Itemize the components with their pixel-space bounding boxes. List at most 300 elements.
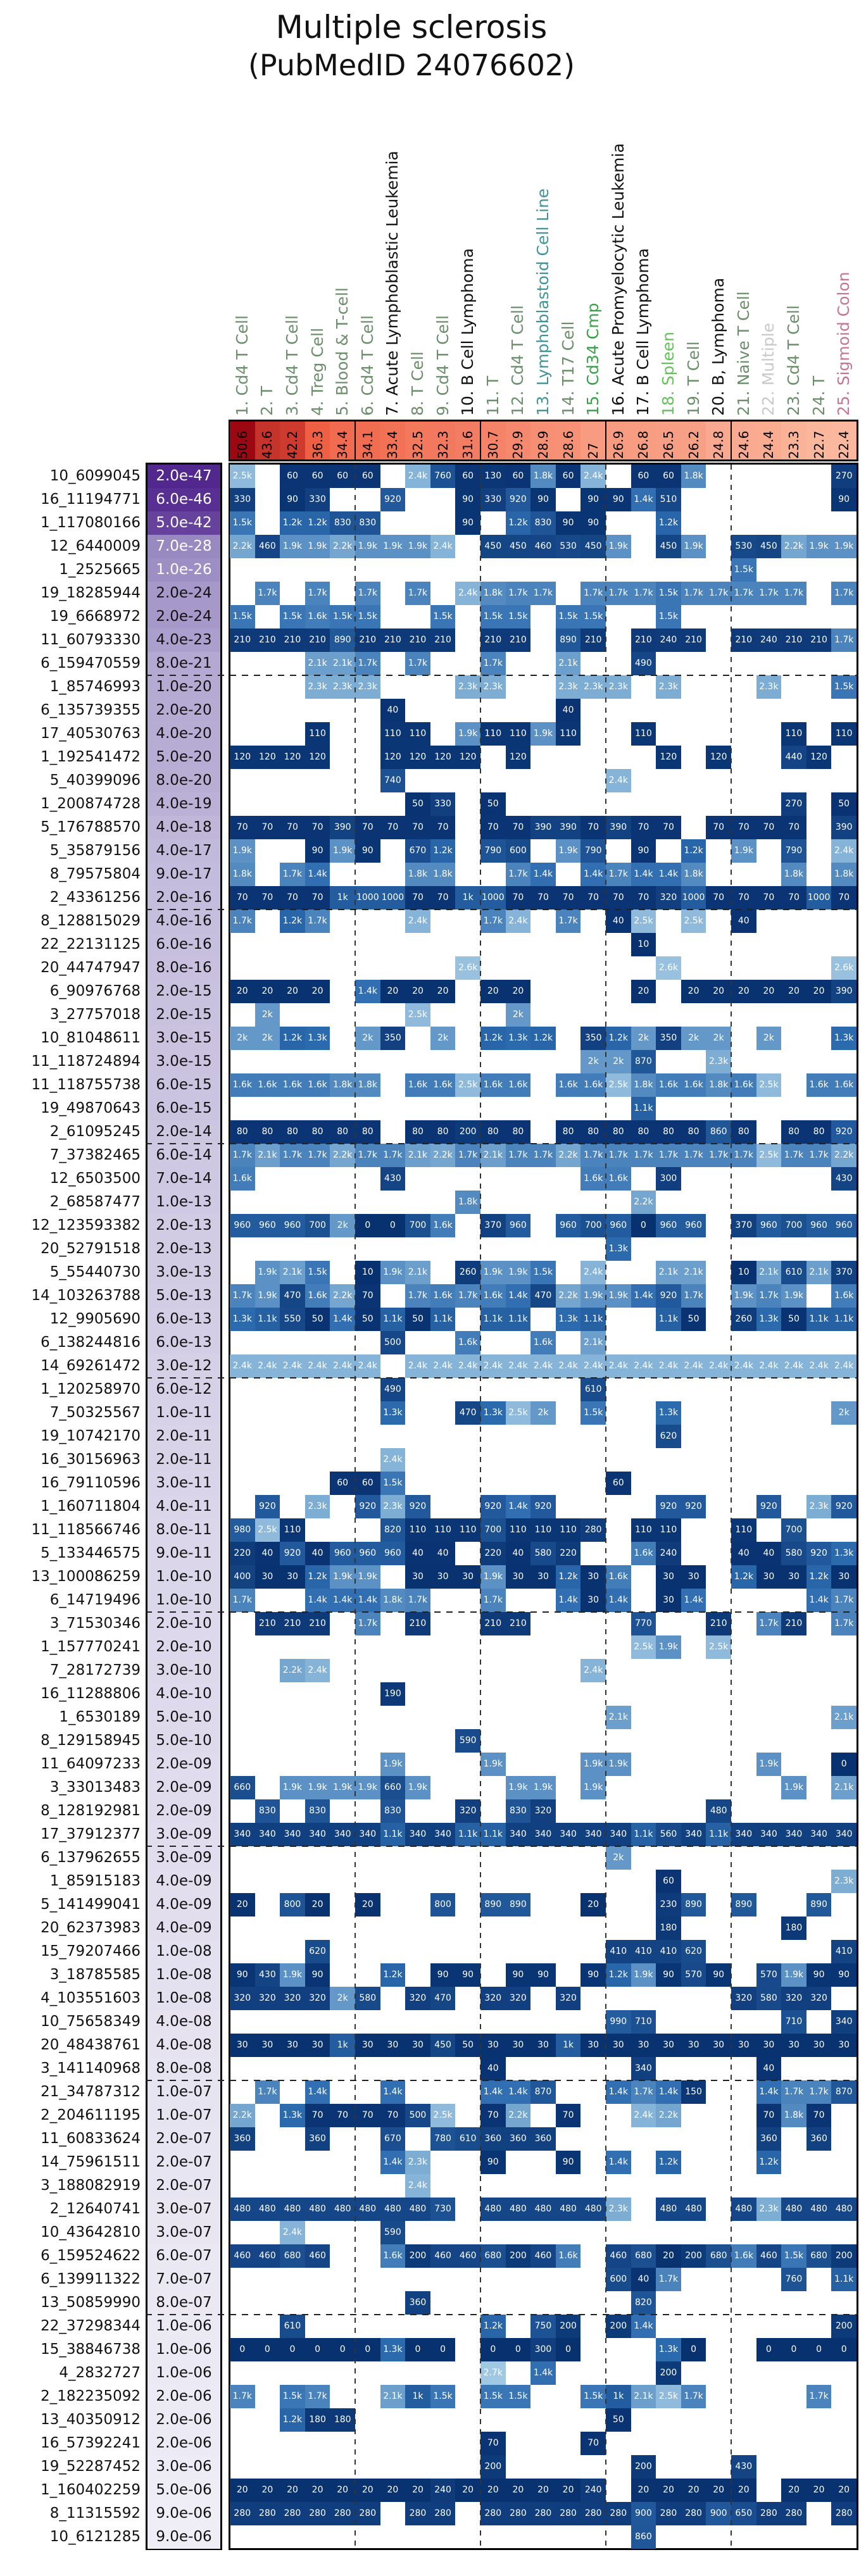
heatmap-cell: 30	[280, 1565, 305, 1589]
heatmap-cell: 1.9k	[506, 1261, 531, 1284]
heatmap-cell: 1.7k	[480, 652, 506, 675]
heatmap-cell: 1.4k	[681, 1589, 706, 1612]
p-value-cell: 4.0e-09	[147, 1893, 220, 1916]
heatmap-cell: 2.3k	[305, 1495, 330, 1518]
heatmap-cell: 580	[756, 1987, 782, 2010]
p-value-cell: 2.0e-20	[147, 699, 220, 722]
heatmap-cell: 2k	[580, 1050, 606, 1073]
heatmap-cell: 460	[530, 2244, 556, 2268]
row-decile-dashed-line	[146, 675, 858, 676]
heatmap-cell: 460	[305, 2244, 330, 2268]
heatmap-cell: 210	[480, 1612, 506, 1635]
heatmap-cell: 1.4k	[606, 1589, 631, 1612]
heatmap-cell: 1.9k	[405, 1776, 430, 1799]
p-value-cell: 4.0e-09	[147, 1870, 220, 1893]
heatmap-cell: 320	[806, 1987, 832, 2010]
heatmap-cell: 30	[781, 2034, 806, 2057]
heatmap-cell: 2.4k	[430, 535, 456, 558]
heatmap-cell: 1.7k	[781, 1144, 806, 1167]
heatmap-cell: 110	[631, 722, 656, 746]
heatmap-cell: 1.6k	[631, 1542, 656, 1565]
heatmap-cell: 1.5k	[230, 511, 255, 535]
heatmap-cell: 1.3k	[480, 1401, 506, 1425]
heatmap-cell: 360	[506, 2127, 531, 2151]
heatmap-cell: 1k	[556, 2034, 581, 2057]
heatmap-cell: 2.4k	[430, 1354, 456, 1378]
heatmap-cell: 90	[530, 1963, 556, 1987]
heatmap-cell: 2.5k	[756, 1144, 782, 1167]
heatmap-cell: 70	[580, 886, 606, 910]
heatmap-cell: 390	[831, 816, 857, 839]
heatmap-cell: 1.9k	[480, 1261, 506, 1284]
heatmap-cell: 1.6k	[806, 1073, 832, 1097]
heatmap-cell: 1.5k	[731, 558, 756, 582]
heatmap-cell: 260	[455, 1261, 480, 1284]
p-value-cell: 7.0e-28	[147, 535, 220, 558]
heatmap-cell: 40	[480, 2057, 506, 2080]
heatmap-cell: 570	[681, 1963, 706, 1987]
heatmap-cell: 1.4k	[480, 2080, 506, 2104]
heatmap-cell: 90	[430, 1963, 456, 1987]
heatmap-cell: 1.4k	[606, 2151, 631, 2174]
heatmap-cell: 2.4k	[330, 1354, 355, 1378]
heatmap-cell: 1.9k	[806, 535, 832, 558]
heatmap-cell: 1.2k	[280, 1027, 305, 1050]
heatmap-cell: 210	[305, 628, 330, 652]
heatmap-cell: 1.7k	[230, 1144, 255, 1167]
heatmap-cell: 20	[631, 980, 656, 1003]
heatmap-cell: 210	[355, 628, 380, 652]
p-value-cell: 6.0e-16	[147, 933, 220, 956]
p-value-cell: 3.0e-09	[147, 1846, 220, 1870]
heatmap-cell: 1.7k	[405, 1284, 430, 1308]
heatmap-cell: 1.6k	[556, 2244, 581, 2268]
heatmap-cell: 1.4k	[656, 863, 681, 886]
row-label: 12_6440009	[49, 538, 141, 554]
heatmap-cell: 10	[631, 933, 656, 956]
heatmap-cell: 1.3k	[756, 1308, 782, 1331]
heatmap-cell: 20	[330, 2479, 355, 2502]
heatmap-cell: 920	[355, 1495, 380, 1518]
heatmap-cell: 80	[506, 1120, 531, 1144]
p-value-cell: 4.0e-18	[147, 816, 220, 839]
heatmap-cell: 20	[681, 980, 706, 1003]
heatmap-cell: 1.4k	[506, 1284, 531, 1308]
heatmap-cell: 2.4k	[606, 769, 631, 792]
heatmap-cell: 60	[455, 465, 480, 488]
heatmap-cell: 460	[230, 2244, 255, 2268]
column-score-value: 32.3	[435, 430, 451, 459]
heatmap-cell: 2.1k	[631, 2385, 656, 2408]
p-value-cell: 2.0e-13	[147, 1237, 220, 1261]
heatmap-cell: 70	[831, 886, 857, 910]
row-label: 3_71530346	[49, 1615, 141, 1632]
heatmap-cell: 2.6k	[656, 956, 681, 980]
heatmap-cell: 280	[781, 2502, 806, 2525]
heatmap-cell: 210	[230, 628, 255, 652]
heatmap-cell: 0	[355, 1214, 380, 1237]
heatmap-cell: 1.9k	[255, 1284, 280, 1308]
heatmap-cell: 460	[530, 535, 556, 558]
heatmap-cell: 1.9k	[405, 535, 430, 558]
heatmap-cell: 330	[480, 488, 506, 511]
row-label: 8_79575804	[49, 866, 141, 882]
heatmap-cell: 2.4k	[756, 1354, 782, 1378]
row-label: 17_40530763	[41, 725, 141, 742]
heatmap-cell: 30	[380, 2034, 406, 2057]
p-value-cell: 3.0e-15	[147, 1050, 220, 1073]
heatmap-cell: 280	[405, 2502, 430, 2525]
heatmap-cell: 200	[631, 2455, 656, 2479]
heatmap-cell: 30	[580, 1589, 606, 1612]
heatmap-cell: 2.4k	[656, 1354, 681, 1378]
heatmap-cell: 120	[656, 746, 681, 769]
heatmap-cell: 2.2k	[506, 2104, 531, 2127]
heatmap-cell: 650	[731, 2502, 756, 2525]
heatmap-cell: 20	[480, 2479, 506, 2502]
heatmap-cell: 340	[530, 1823, 556, 1846]
heatmap-cell: 1.7k	[305, 1144, 330, 1167]
heatmap-cell: 110	[405, 1518, 430, 1542]
heatmap-cell: 110	[656, 1518, 681, 1542]
heatmap-cell: 20	[380, 980, 406, 1003]
heatmap-cell: 20	[355, 2479, 380, 2502]
heatmap-cell: 960	[255, 1214, 280, 1237]
heatmap-cell: 110	[831, 722, 857, 746]
heatmap-cell: 480	[380, 2198, 406, 2221]
heatmap-cell: 1.6k	[230, 1073, 255, 1097]
heatmap-cell: 80	[731, 1120, 756, 1144]
heatmap-cell: 2k	[606, 1050, 631, 1073]
row-label: 19_6668972	[49, 608, 141, 625]
p-value-cell: 4.0e-20	[147, 722, 220, 746]
heatmap-cell: 70	[530, 886, 556, 910]
heatmap-cell: 60	[506, 465, 531, 488]
heatmap-cell: 1.8k	[430, 863, 456, 886]
heatmap-cell: 1.6k	[230, 1167, 255, 1191]
heatmap-cell: 1.9k	[781, 1963, 806, 1987]
heatmap-cell: 280	[305, 2502, 330, 2525]
heatmap-cell: 120	[506, 746, 531, 769]
column-header: 21. Naive T Cell	[734, 291, 753, 416]
heatmap-cell: 2.4k	[405, 465, 430, 488]
p-value-cell: 1.0e-08	[147, 1940, 220, 1963]
p-value-cell: 1.0e-06	[147, 2361, 220, 2385]
heatmap-cell: 1.2k	[480, 2315, 506, 2338]
heatmap-cell: 890	[681, 1893, 706, 1916]
p-value-cell: 3.0e-13	[147, 1261, 220, 1284]
row-label: 5_141499041	[41, 1896, 141, 1913]
heatmap-cell: 20	[506, 980, 531, 1003]
heatmap-cell: 70	[580, 816, 606, 839]
heatmap-cell: 20	[455, 2479, 480, 2502]
heatmap-cell: 40	[405, 1542, 430, 1565]
heatmap-cell: 210	[480, 628, 506, 652]
heatmap-cell: 60	[631, 465, 656, 488]
heatmap-cell: 90	[530, 488, 556, 511]
row-label: 14_69261472	[41, 1358, 141, 1374]
heatmap-cell: 1.5k	[506, 605, 531, 628]
heatmap-cell: 120	[255, 746, 280, 769]
heatmap-cell: 340	[631, 2057, 656, 2080]
heatmap-cell: 610	[781, 1261, 806, 1284]
p-value-cell: 4.0e-08	[147, 2034, 220, 2057]
row-label: 3_188082919	[41, 2177, 141, 2194]
heatmap-cell: 710	[781, 2010, 806, 2034]
heatmap-cell: 220	[480, 1542, 506, 1565]
column-header: 10. B Cell Lymphoma	[458, 248, 477, 416]
heatmap-cell: 20	[230, 980, 255, 1003]
heatmap-cell: 1.6k	[831, 1073, 857, 1097]
heatmap-cell: 70	[405, 816, 430, 839]
heatmap-cell: 110	[781, 722, 806, 746]
row-label: 1_6530189	[59, 1709, 141, 1725]
column-score-value: 23.3	[786, 430, 801, 459]
heatmap-cell: 1.6k	[430, 1073, 456, 1097]
heatmap-cell: 920	[405, 1495, 430, 1518]
heatmap-cell: 20	[781, 2479, 806, 2502]
heatmap-cell: 90	[556, 511, 581, 535]
heatmap-cell: 2.1k	[606, 1706, 631, 1729]
heatmap-cell: 800	[280, 1893, 305, 1916]
heatmap-cell: 480	[556, 2198, 581, 2221]
heatmap-cell: 2.5k	[756, 1073, 782, 1097]
row-label: 12_123593382	[31, 1217, 141, 1234]
heatmap-cell: 50	[355, 1308, 380, 1331]
heatmap-cell: 830	[330, 511, 355, 535]
heatmap-cell: 1.2k	[305, 1565, 330, 1589]
heatmap-cell: 30	[731, 2034, 756, 2057]
column-header: 22. Multiple	[759, 322, 778, 416]
heatmap-cell: 80	[255, 1120, 280, 1144]
heatmap-cell: 1.6k	[506, 1073, 531, 1097]
page-title: Multiple sclerosis	[275, 9, 548, 46]
heatmap-cell: 70	[405, 886, 430, 910]
heatmap-cell: 1.7k	[355, 1144, 380, 1167]
heatmap-cell: 30	[455, 1565, 480, 1589]
p-value-cell: 1.0e-20	[147, 675, 220, 699]
heatmap-cell: 2.4k	[606, 1354, 631, 1378]
heatmap-cell: 70	[355, 2104, 380, 2127]
heatmap-cell: 2.4k	[355, 1354, 380, 1378]
row-label: 1_192541472	[41, 749, 141, 765]
heatmap-cell: 2.4k	[681, 1354, 706, 1378]
heatmap-cell: 200	[405, 2244, 430, 2268]
heatmap-cell: 760	[430, 465, 456, 488]
heatmap-cell: 340	[681, 1823, 706, 1846]
heatmap-cell: 1.7k	[230, 910, 255, 933]
heatmap-cell: 1.4k	[305, 2080, 330, 2104]
heatmap-cell: 80	[330, 1120, 355, 1144]
p-value-cell: 6.0e-12	[147, 1378, 220, 1401]
heatmap-cell: 1.8k	[781, 2104, 806, 2127]
heatmap-cell: 70	[305, 886, 330, 910]
heatmap-cell: 20	[556, 2479, 581, 2502]
heatmap-cell: 280	[656, 2502, 681, 2525]
heatmap-cell: 180	[305, 2408, 330, 2432]
heatmap-cell: 1.9k	[280, 535, 305, 558]
heatmap-cell: 1.9k	[781, 1776, 806, 1799]
heatmap-cell: 1.2k	[606, 1963, 631, 1987]
heatmap-cell: 1.5k	[355, 605, 380, 628]
heatmap-cell: 0	[806, 2338, 832, 2361]
heatmap-cell: 1.6k	[305, 605, 330, 628]
heatmap-cell: 50	[606, 2408, 631, 2432]
heatmap-cell: 110	[731, 1518, 756, 1542]
heatmap-cell: 70	[305, 2104, 330, 2127]
row-label: 5_55440730	[49, 1264, 141, 1280]
row-label: 10_6099045	[49, 468, 141, 484]
row-label: 5_35879156	[49, 842, 141, 859]
p-value-cell: 2.0e-24	[147, 582, 220, 605]
p-value-cell: 6.0e-07	[147, 2244, 220, 2268]
heatmap-cell: 390	[831, 980, 857, 1003]
heatmap-cell: 340	[430, 1823, 456, 1846]
heatmap-cell: 1.7k	[781, 582, 806, 605]
row-decile-dashed-line	[146, 909, 858, 910]
heatmap-cell: 1.2k	[305, 511, 330, 535]
heatmap-cell: 450	[480, 535, 506, 558]
heatmap-cell: 430	[255, 1963, 280, 1987]
heatmap-cell: 30	[806, 2034, 832, 2057]
heatmap-cell: 1.2k	[681, 839, 706, 863]
heatmap-cell: 2.4k	[631, 1354, 656, 1378]
heatmap-cell: 340	[781, 1823, 806, 1846]
row-label: 3_141140968	[41, 2060, 141, 2077]
heatmap-cell: 30	[506, 2034, 531, 2057]
heatmap-cell: 2.4k	[305, 1659, 330, 1682]
heatmap-cell: 430	[831, 1167, 857, 1191]
heatmap-cell: 70	[480, 2104, 506, 2127]
heatmap-cell: 1.9k	[330, 1565, 355, 1589]
heatmap-cell: 1.7k	[831, 1612, 857, 1635]
heatmap-cell: 1.4k	[380, 2080, 406, 2104]
column-header: 14. T17 Cell	[558, 321, 577, 416]
row-label: 11_118755738	[31, 1077, 141, 1093]
heatmap-cell: 70	[631, 816, 656, 839]
p-value-cell: 1.0e-06	[147, 2315, 220, 2338]
heatmap-cell: 1.9k	[831, 535, 857, 558]
heatmap-cell: 20	[430, 980, 456, 1003]
heatmap-cell: 1.7k	[831, 582, 857, 605]
heatmap-cell: 70	[330, 2104, 355, 2127]
row-label: 8_129158945	[41, 1732, 141, 1749]
heatmap-cell: 1.3k	[606, 1237, 631, 1261]
column-score-value: 34.4	[335, 430, 351, 459]
heatmap-cell: 110	[506, 722, 531, 746]
heatmap-cell: 1.6k	[455, 1331, 480, 1354]
heatmap-cell: 1.7k	[606, 863, 631, 886]
heatmap-cell: 30	[831, 2034, 857, 2057]
heatmap-cell: 30	[656, 1589, 681, 1612]
heatmap-cell: 1.8k	[480, 582, 506, 605]
heatmap-cell: 1.4k	[556, 1589, 581, 1612]
heatmap-cell: 1.6k	[405, 1073, 430, 1097]
heatmap-cell: 1.9k	[580, 1284, 606, 1308]
heatmap-cell: 2.4k	[506, 1354, 531, 1378]
column-score-value: 34.1	[360, 430, 375, 459]
row-label: 3_18785585	[49, 1966, 141, 1983]
heatmap-cell: 2.2k	[230, 2104, 255, 2127]
heatmap-cell: 1.4k	[631, 2315, 656, 2338]
heatmap-cell: 80	[606, 1120, 631, 1144]
heatmap-cell: 20	[506, 2479, 531, 2502]
heatmap-cell: 2.3k	[480, 675, 506, 699]
heatmap-cell: 1.4k	[305, 1589, 330, 1612]
column-score-value: 42.2	[285, 430, 300, 459]
heatmap-cell: 210	[806, 628, 832, 652]
heatmap-cell: 20	[280, 980, 305, 1003]
heatmap-cell: 2k	[530, 1401, 556, 1425]
row-label: 7_37382465	[49, 1147, 141, 1163]
heatmap-cell: 2.5k	[405, 1003, 430, 1027]
heatmap-cell: 210	[681, 628, 706, 652]
heatmap-cell: 1.6k	[530, 1331, 556, 1354]
score-band-quintile-tick	[480, 422, 481, 460]
heatmap-cell: 340	[806, 1823, 832, 1846]
heatmap-cell: 2.1k	[380, 2385, 406, 2408]
heatmap-cell: 70	[756, 816, 782, 839]
heatmap-cell: 20	[831, 2479, 857, 2502]
heatmap-cell: 20	[806, 980, 832, 1003]
heatmap-cell: 430	[731, 2455, 756, 2479]
heatmap-cell: 1.3k	[305, 1027, 330, 1050]
heatmap-cell: 70	[781, 886, 806, 910]
heatmap-cell: 220	[556, 1542, 581, 1565]
column-header: 18. Spleen	[659, 332, 677, 416]
heatmap-cell: 400	[230, 1565, 255, 1589]
column-score-value: 26.9	[610, 430, 626, 459]
row-label: 13_100086259	[31, 1568, 141, 1585]
heatmap-cell: 1.7k	[756, 582, 782, 605]
heatmap-cell: 20	[731, 980, 756, 1003]
heatmap-cell: 2.1k	[831, 1706, 857, 1729]
p-value-cell: 5.0e-13	[147, 1284, 220, 1308]
heatmap-cell: 30	[656, 2034, 681, 2057]
heatmap-cell: 1.5k	[530, 1261, 556, 1284]
heatmap-cell: 70	[480, 2432, 506, 2455]
heatmap-cell: 70	[355, 1284, 380, 1308]
heatmap-cell: 240	[580, 2479, 606, 2502]
p-value-cell: 6.0e-13	[147, 1331, 220, 1354]
heatmap-cell: 1.9k	[380, 1753, 406, 1776]
heatmap-cell: 330	[305, 488, 330, 511]
row-label: 6_159524622	[41, 2248, 141, 2264]
heatmap-cell: 30	[756, 2034, 782, 2057]
row-decile-dashed-line	[146, 1143, 858, 1144]
heatmap-cell: 300	[530, 2338, 556, 2361]
heatmap-cell: 2.3k	[580, 675, 606, 699]
heatmap-cell: 340	[756, 1823, 782, 1846]
heatmap-cell: 120	[380, 746, 406, 769]
heatmap-cell: 20	[656, 2244, 681, 2268]
heatmap-cell: 1.4k	[530, 863, 556, 886]
heatmap-cell: 2.3k	[606, 675, 631, 699]
heatmap-cell: 1.7k	[681, 1144, 706, 1167]
p-value-cell: 2.0e-09	[147, 1776, 220, 1799]
heatmap-cell: 360	[305, 2127, 330, 2151]
heatmap-cell: 370	[831, 1261, 857, 1284]
heatmap-cell: 1.5k	[480, 2385, 506, 2408]
heatmap-cell: 1.8k	[831, 863, 857, 886]
heatmap-cell: 200	[455, 1120, 480, 1144]
heatmap-cell: 1.9k	[781, 1284, 806, 1308]
heatmap-cell: 1.7k	[706, 582, 731, 605]
heatmap-cell: 1.7k	[831, 628, 857, 652]
p-value-cell: 4.0e-10	[147, 1682, 220, 1706]
row-label: 4_2832727	[59, 2365, 141, 2381]
heatmap-cell: 20	[580, 1893, 606, 1916]
